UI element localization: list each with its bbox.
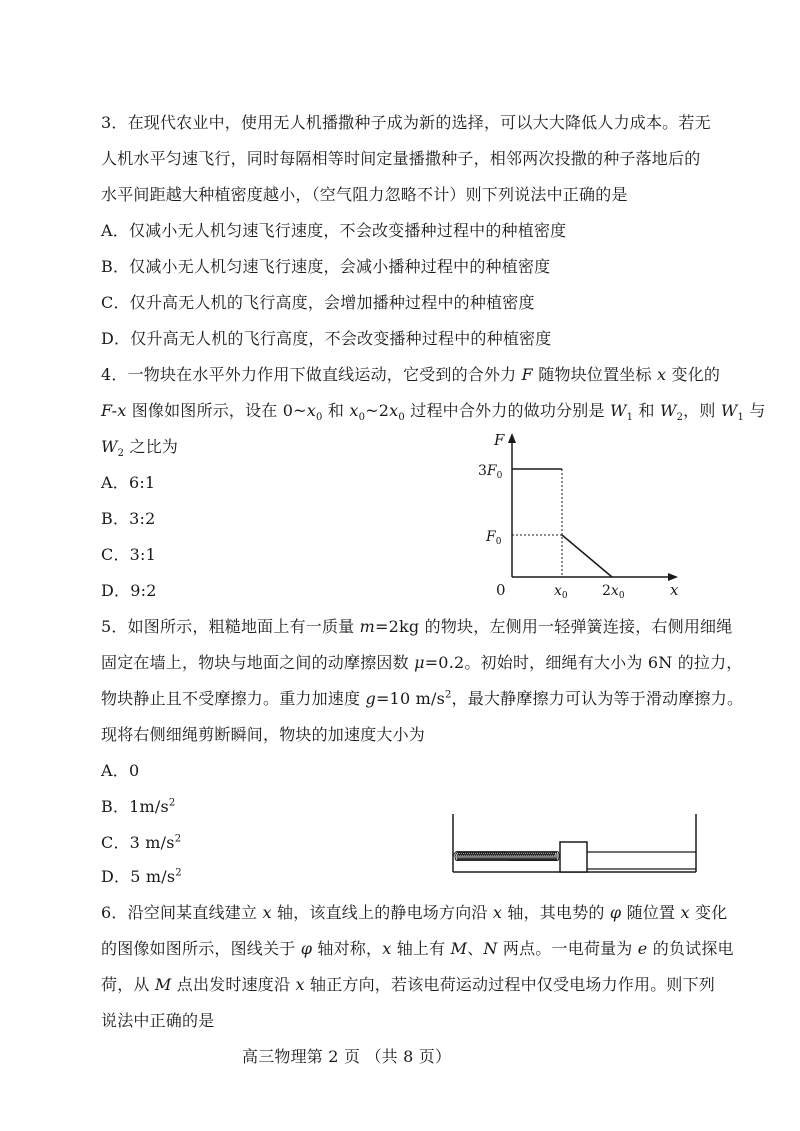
q5-stem-line-4: 现将右侧细绳剪断瞬间，物块的加速度大小为 xyxy=(101,725,426,744)
q5-option-b: B．$1m/s^2$ xyxy=(101,797,176,816)
q4-stem-line-2: F-x 图像如图所示，设在 $0\sim x_0$ 和 $x_0\sim 2x_0$ 过程中合外力的做功分别是 $W_1$ 和 $W_2$，则 $W_1$ 与 xyxy=(101,401,766,424)
tick-label-f0: $F_0$ xyxy=(486,529,502,547)
q4-force-position-graph xyxy=(470,425,690,600)
page-footer: 高三物理第 2 页 （共 8 页） xyxy=(242,1047,452,1066)
y-axis-arrow-icon xyxy=(508,433,516,443)
tick-label-x0: $x_0$ xyxy=(554,583,568,600)
q3-option-d: D．仅升高无人机的飞行高度，不会改变播种过程中的种植密度 xyxy=(101,329,552,348)
q6-stem-line-2: 的图像如图所示，图线关于 φ 轴对称，x 轴上有 M、N 两点。一电荷量为 e 的负试探电 xyxy=(101,939,734,958)
q4-option-c: C．3:1 xyxy=(101,545,156,564)
q5-spring-block-diagram xyxy=(448,812,704,878)
tick-label-3f0: $3F_0$ xyxy=(478,463,503,481)
force-line-decreasing xyxy=(562,535,612,577)
q5-option-d: D．5 $m/s^2$ xyxy=(101,867,182,886)
q3-option-b: B．仅减小无人机匀速飞行速度，会减小播种过程中的种植密度 xyxy=(101,257,551,276)
q3-option-c: C．仅升高无人机的飞行高度，会增加播种过程中的种植密度 xyxy=(101,293,535,312)
q6-stem-line-3: 荷，从 M 点出发时速度沿 x 轴正方向，若该电荷运动过程中仅受电场力作用。则下列 xyxy=(101,975,715,994)
q4-option-a: A．6:1 xyxy=(101,473,156,492)
q5-stem-line-2: 固定在墙上，物块与地面之间的动摩擦因数 μ=0.2。初始时，细绳有大小为 6N 的拉力， xyxy=(101,653,743,672)
origin-label: 0 xyxy=(496,581,506,599)
q3-stem-line-1: 3．在现代农业中，使用无人机播撒种子成为新的选择，可以大大降低人力成本。若无 xyxy=(101,113,711,132)
q4-option-d: D．9:2 xyxy=(101,581,157,600)
q5-stem-line-1: 5．如图所示，粗糙地面上有一质量 m=2kg 的物块，左侧用一轻弹簧连接，右侧用细绳 xyxy=(101,617,733,636)
q5-option-a: A．0 xyxy=(101,761,140,780)
axis-label-f: F xyxy=(494,431,505,449)
q3-stem-line-3: 水平间距越大种植密度越小，（空气阻力忽略不计）则下列说法中正确的是 xyxy=(101,185,628,204)
x-axis-arrow-icon xyxy=(668,573,678,581)
q3-option-a: A．仅减小无人机匀速飞行速度，不会改变播种过程中的种植密度 xyxy=(101,221,567,240)
axis-label-x: x xyxy=(670,581,679,599)
q4-option-b: B．3:2 xyxy=(101,509,156,528)
spring-icon xyxy=(453,852,559,861)
q6-stem-line-4: 说法中正确的是 xyxy=(101,1011,215,1030)
q4-stem-line-3: $W_2$ 之比为 xyxy=(101,437,179,460)
block xyxy=(560,842,587,872)
q3-stem-line-2: 人机水平匀速飞行，同时每隔相等时间定量播撒种子，相邻两次投撒的种子落地后的 xyxy=(101,149,701,168)
q5-stem-line-3: 物块静止且不受摩擦力。重力加速度 g=10 $m/s^2$，最大静摩擦力可认为等于滑动摩擦力。 xyxy=(101,689,744,708)
q6-stem-line-1: 6．沿空间某直线建立 x 轴，该直线上的静电场方向沿 x 轴，其电势的 φ 随位置 x 变化 xyxy=(101,903,728,922)
q4-stem-line-1: 4．一物块在水平外力作用下做直线运动，它受到的合外力 F 随物块位置坐标 x 变化的 xyxy=(101,365,721,384)
tick-label-2x0: $2x_0$ xyxy=(602,583,625,600)
q5-option-c: C．3 $m/s^2$ xyxy=(101,833,182,852)
